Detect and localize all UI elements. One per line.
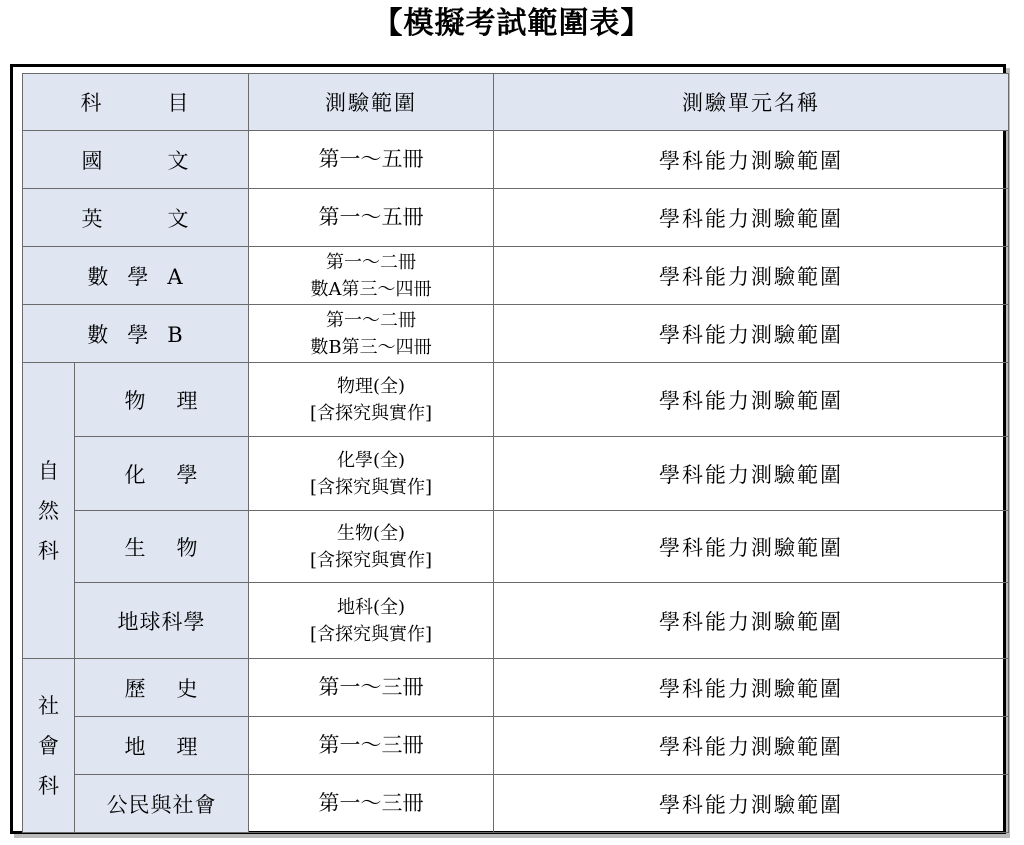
range-cell	[249, 437, 494, 511]
range-cell	[249, 363, 494, 437]
subject-label-left: 國	[81, 148, 104, 173]
subject-label-left: 數	[87, 322, 110, 347]
table-row	[23, 247, 1009, 305]
subject-label-right: 文	[167, 148, 190, 173]
range-line-2: [含探究與實作]	[309, 549, 433, 571]
subject-chemistry	[75, 437, 249, 511]
range-line-2: 數B第三～四冊	[310, 336, 432, 358]
range-line-1: 第一～二冊	[326, 309, 416, 331]
page-title: 【模擬考試範圍表】	[372, 6, 652, 41]
table-row	[23, 437, 1009, 511]
header-subject-right: 目	[167, 91, 191, 115]
subject-label-left: 化	[124, 462, 147, 487]
unit-cell: 學科能力測驗範圍	[494, 511, 1009, 583]
range-cell: 第一～三冊	[249, 659, 494, 717]
subject-geography	[75, 717, 249, 775]
range-cell	[249, 305, 494, 363]
range-line-1: 生物(全)	[336, 522, 406, 544]
subject-math-a	[23, 247, 249, 305]
table-header-row	[23, 74, 1009, 131]
subject-label-right: 學	[176, 462, 199, 487]
subject-chinese	[23, 131, 249, 189]
subject-label-mid: 學	[127, 264, 150, 289]
table-row	[23, 659, 1009, 717]
subject-history	[75, 659, 249, 717]
subject-label-left: 物	[124, 388, 147, 413]
table-row	[23, 583, 1009, 659]
unit-cell: 學科能力測驗範圍	[494, 583, 1009, 659]
header-subject-left: 科	[80, 91, 104, 115]
range-cell: 第一～五冊	[249, 189, 494, 247]
range-cell: 第一～三冊	[249, 717, 494, 775]
header-subject	[23, 74, 249, 131]
header-range: 測驗範圍	[249, 74, 494, 131]
range-line-1: 地科(全)	[336, 596, 406, 618]
unit-cell: 學科能力測驗範圍	[494, 659, 1009, 717]
subject-earth-science: 地球科學	[75, 583, 249, 659]
subject-label-right: 物	[176, 535, 199, 560]
unit-cell: 學科能力測驗範圍	[494, 305, 1009, 363]
group-social-label: 社會科	[38, 693, 59, 798]
exam-scope-table	[22, 73, 1009, 833]
range-line-2: [含探究與實作]	[309, 476, 433, 498]
unit-cell: 學科能力測驗範圍	[494, 717, 1009, 775]
range-cell	[249, 583, 494, 659]
subject-civics: 公民與社會	[75, 775, 249, 833]
subject-label-right: 文	[167, 206, 190, 231]
group-science	[23, 363, 75, 659]
subject-biology	[75, 511, 249, 583]
table-row	[23, 305, 1009, 363]
subject-physics	[75, 363, 249, 437]
range-cell: 第一～三冊	[249, 775, 494, 833]
unit-cell: 學科能力測驗範圍	[494, 775, 1009, 833]
subject-label-mid: 學	[127, 322, 150, 347]
subject-english	[23, 189, 249, 247]
subject-label-right: A	[167, 264, 184, 289]
subject-label-left: 歷	[124, 676, 147, 701]
range-line-1: 物理(全)	[336, 375, 406, 397]
unit-cell: 學科能力測驗範圍	[494, 363, 1009, 437]
subject-label-left: 生	[124, 535, 147, 560]
range-cell	[249, 511, 494, 583]
unit-cell: 學科能力測驗範圍	[494, 131, 1009, 189]
range-line-2: [含探究與實作]	[309, 402, 433, 424]
subject-math-b	[23, 305, 249, 363]
subject-label-left: 地	[124, 734, 147, 759]
range-cell	[249, 247, 494, 305]
table-row	[23, 131, 1009, 189]
table-row	[23, 717, 1009, 775]
range-line-1: 第一～二冊	[326, 251, 416, 273]
subject-label-right: 理	[176, 388, 199, 413]
table-row	[23, 189, 1009, 247]
subject-label-right: 理	[176, 734, 199, 759]
unit-cell: 學科能力測驗範圍	[494, 247, 1009, 305]
group-social	[23, 659, 75, 833]
range-cell: 第一～五冊	[249, 131, 494, 189]
subject-label-left: 數	[87, 264, 110, 289]
range-line-1: 化學(全)	[336, 449, 406, 471]
unit-cell: 學科能力測驗範圍	[494, 437, 1009, 511]
table-row	[23, 511, 1009, 583]
table-row	[23, 363, 1009, 437]
subject-label-right: B	[167, 322, 184, 347]
range-line-2: [含探究與實作]	[309, 623, 433, 645]
unit-cell: 學科能力測驗範圍	[494, 189, 1009, 247]
group-science-label: 自然科	[38, 458, 59, 563]
range-line-2: 數A第三～四冊	[310, 278, 432, 300]
subject-label-left: 英	[81, 206, 104, 231]
subject-label-right: 史	[176, 676, 199, 701]
table-row	[23, 775, 1009, 833]
header-unit-name: 測驗單元名稱	[494, 74, 1009, 131]
